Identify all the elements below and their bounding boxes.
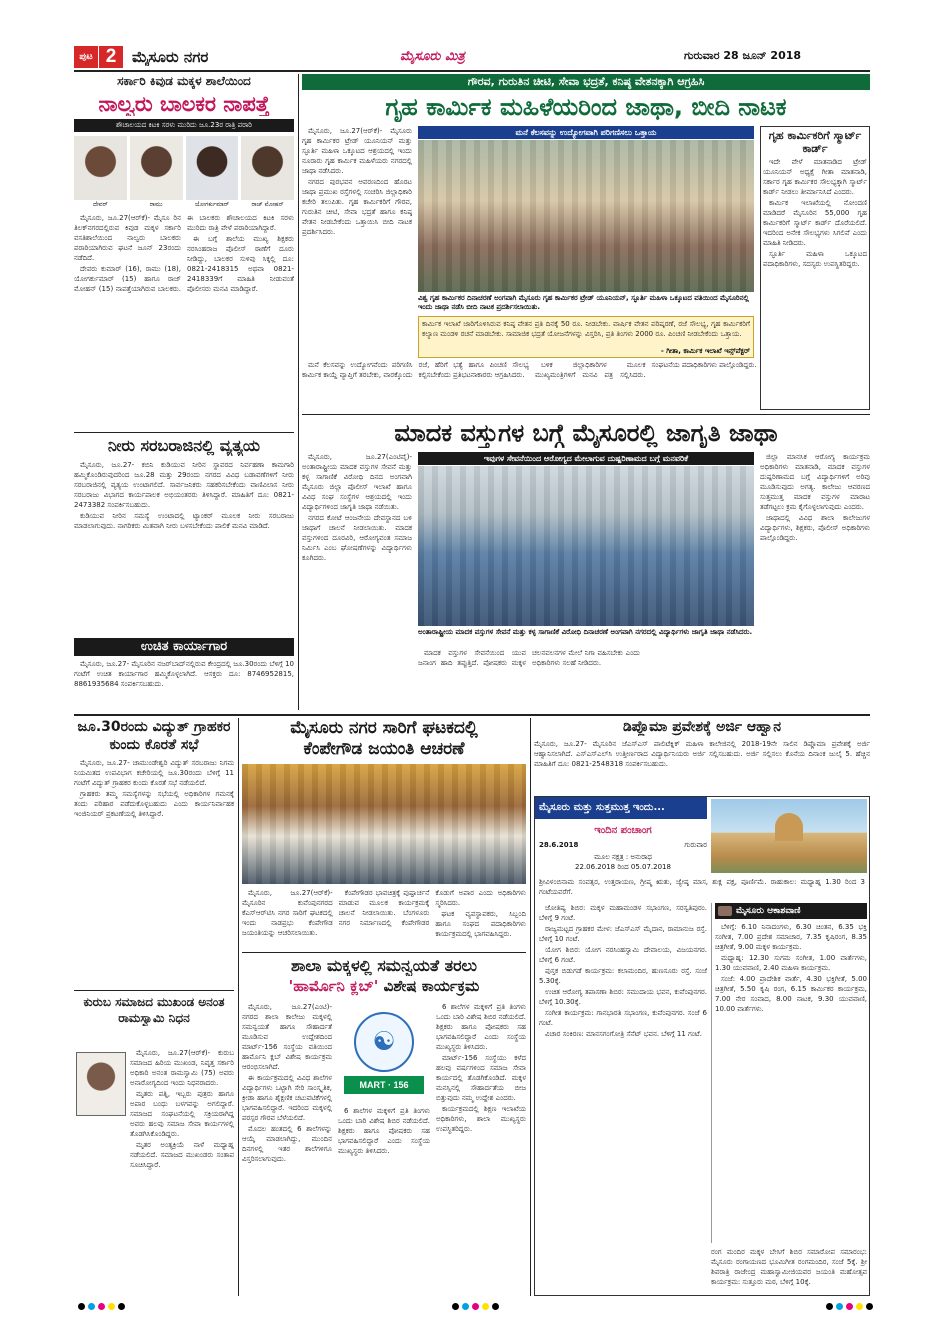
events-list bbox=[539, 903, 707, 1243]
power-para-2: ಗ್ರಾಹಕರು ತಮ್ಮ ಸಮಸ್ಯೆಗಳನ್ನು ಸಭೆಯಲ್ಲಿ ಅಧಿಕಾರಿಗಳ ಗಮನಕ್ಕೆ ತಂದು ಪರಿಹಾರ ಪಡೆದುಕೊಳ್ಳಬಹುದು ಎಂದು ಕಾರ್ಯನಿರ್ವಾಹಕ ಇಂಜಿನಿಯರ್ ಪ್ರಕಟಣೆಯಲ್ಲಿ ತಿಳಿಸಿದ್ದಾರೆ. bbox=[74, 790, 234, 818]
rule-boys-water bbox=[74, 432, 294, 433]
workshop-para: ಮೈಸೂರು, ಜೂ.27- ಮೈಸೂರಿನ ನಜರ್‌ಬಾದ್‌ನಲ್ಲಿರುವ ಕೇಂದ್ರದಲ್ಲಿ ಜೂ.30ರಂದು ಬೆಳಿಗ್ಗೆ 10 ಗಂಟೆಗೆ ಉಚಿತ ಕಾರ್ಯಾಗಾರ ಹಮ್ಮಿಕೊಳ್ಳಲಾಗಿದೆ. ಆಸಕ್ತರು ದೂ: 8746952815, 8861935684 ಸಂಪರ್ಕಿಸಬಹುದು. bbox=[74, 660, 294, 688]
domestic-photo-caption: ವಿಶ್ವ ಗೃಹ ಕಾರ್ಮಿಕರ ದಿನಾಚರಣೆ ಅಂಗವಾಗಿ ಮೈಸೂರು ಗೃಹ ಕಾರ್ಮಿಕರ ಟ್ರೇಡ್ ಯೂನಿಯನ್, ಸ್ಫೂರ್ತಿ ಮಹಿಳಾ ಒಕ್ಕೂಟದ ವತಿಯಿಂದ ಮೈಸೂರಿನಲ್ಲಿ ಇಂದು ಜಾಥಾ ನಡೆಸಿ ಬೀದಿ ನಾಟಕ ಪ್ರದರ್ಶಿಸಲಾಯಿತು. bbox=[418, 294, 749, 311]
harmony-headline-quote: 'ಹಾರ್ಮೊನಿ ಕ್ಲಬ್' bbox=[288, 977, 379, 995]
registration-dots-right bbox=[826, 1303, 873, 1310]
palace-photo bbox=[711, 799, 867, 873]
rule-col-left-bottom bbox=[238, 718, 239, 1296]
section-title: ಮೈಸೂರು ನಗರ bbox=[132, 48, 209, 66]
harmony-headline-1: ಶಾಲಾ ಮಕ್ಕಳಲ್ಲಿ ಸಮನ್ವಯತೆ ತರಲು bbox=[291, 956, 477, 975]
panchanga-day: ಗುರುವಾರ bbox=[684, 841, 707, 849]
mart-logo bbox=[338, 1006, 430, 1102]
event-item-5: ಉಚಿತ ಆರೋಗ್ಯ ತಪಾಸಣಾ ಶಿಬಿರ: ಸಮುದಾಯ ಭವನ, ಕುವೆಂಪುನಗರ. ಬೆಳಿಗ್ಗೆ 10.30ಕ್ಕೆ. bbox=[539, 988, 707, 1006]
handshake-icon: ☯ bbox=[354, 1012, 414, 1072]
domestic-body-left bbox=[302, 126, 412, 356]
page-date: ಗುರುವಾರ 28 ಜೂನ್ 2018 bbox=[684, 49, 802, 62]
panchanga-nakshatra: ಮೂಲ ನಕ್ಷತ್ರ : ಅನುರಾಧ bbox=[594, 853, 652, 861]
event-item-6: ಸಂಗೀತ ಕಾರ್ಯಕ್ರಮ: ಗಾನಭಾರತಿ ಸಭಾಂಗಣ, ಕುವೆಂಪುನಗರ. ಸಂಜೆ 6 ಗಂಟೆ. bbox=[539, 1009, 707, 1027]
power-para-1: ಮೈಸೂರು, ಜೂ.27- ಚಾಮುಂಡೇಶ್ವರಿ ವಿದ್ಯುತ್ ಸರಬರಾಜು ನಿಗಮ ನಿಯಮಿತದ ಉಪವಿಭಾಗ ಕಚೇರಿಯಲ್ಲಿ ಜೂ.30ರಂದು ಬೆಳಿಗ್ಗೆ 11 ಗಂಟೆಗೆ ವಿದ್ಯುತ್ ಗ್ರಾಹಕರ ಕುಂದು ಕೊರತೆ ಸಭೆ ನಡೆಯಲಿದೆ. bbox=[74, 759, 234, 787]
panchanga-row bbox=[539, 841, 707, 850]
obit-para-1: ಮೈಸೂರು, ಜೂ.27(ಆರ್‌ಕೆ)- ಕುರುಬ ಸಮಾಜದ ಹಿರಿಯ ಮುಖಂಡ, ನಿವೃತ್ತ ಸರ್ಕಾರಿ ಅಧಿಕಾರಿ ಅನಂತ ರಾಮಸ್ವಾಮಿ (75) ಅವರು ಅನಾರೋಗ್ಯದಿಂದ ಇಂದು ನಿಧನರಾದರು. bbox=[130, 1049, 234, 1087]
boy-label-1: ದೇವರ್ bbox=[92, 201, 108, 208]
story-domestic bbox=[302, 74, 870, 412]
boy-label-4: ರಾಜ್ ಮೋಹನ್ bbox=[251, 201, 284, 208]
today-footer-text: ರಂಗ ಮಂದಿರ ಮಕ್ಕಳ ಬೇಸಿಗೆ ಶಿಬಿರ ಸಮಾರೋಪ ಸಮಾರಂಭ: ಮೈಸೂರು ರಂಗಾಯಣದ ಭೂಮಿಗೀತ ರಂಗಮಂದಿರ, ಸಂಜೆ 5ಕ್ಕೆ. ಶ್ರೀ ಶಿವರಾತ್ರಿ ರಾಜೇಂದ್ರ ಮಹಾಸ್ವಾಮೀಜಿಯವರ ಜಯಂತಿ ಮಹೋತ್ಸವ ಕಾರ್ಯಕ್ರಮ: ಸುತ್ತೂರು ಮಠ, ಬೆಳಿಗ್ಗೆ 10ಕ್ಕೆ. bbox=[711, 1248, 867, 1286]
radio-morning: ಬೆಳಿಗ್ಗೆ: 6.10 ನಿನಾದಂಗಳು, 6.30 ಚಿಂತನ, 6.35 ಭಕ್ತಿ ಸಂಗೀತ, 7.00 ಪ್ರದೇಶ ಸಮಾಚಾರ, 7.35 ಕೃಷಿರಂಗ, 8.35 ಚಿತ್ರಗೀತೆ, 9.00 ಮಕ್ಕಳ ಕಾರ್ಯಕ್ರಮ. bbox=[715, 923, 867, 951]
harmony-body-right bbox=[436, 1002, 526, 1294]
page-label-box bbox=[74, 46, 98, 68]
diploma-headline: ಡಿಪ್ಲೊಮಾ ಪ್ರವೇಶಕ್ಕೆ ಅರ್ಜಿ ಆಹ್ವಾನ bbox=[622, 719, 782, 735]
drugs-left-para-1: ಮೈಸೂರು, ಜೂ.27(ಎಂಟಿವೈ)- ಅಂತಾರಾಷ್ಟ್ರೀಯ ಮಾದಕ ವಸ್ತುಗಳ ಸೇವನೆ ಮತ್ತು ಕಳ್ಳ ಸಾಗಾಣಿಕೆ ವಿರೋಧಿ ದಿನದ ಅಂಗವಾಗಿ ಮೈಸೂರು ಜಿಲ್ಲಾ ಪೊಲೀಸ್ ಇಲಾಖೆ ಹಾಗೂ ವಿವಿಧ ಸಂಘ ಸಂಸ್ಥೆಗಳ ಆಶ್ರಯದಲ್ಲಿ ಇಂದು ವಿದ್ಯಾರ್ಥಿಗಳಿಂದ ಜಾಗೃತಿ ಜಾಥಾ ನಡೆಯಿತು. bbox=[302, 453, 412, 511]
event-item-7: ವಿಚಾರ ಸಂಕಿರಣ: ಮಾನಸಗಂಗೋತ್ರಿ ಸೆನೆಟ್ ಭವನ. ಬೆಳಿಗ್ಗೆ 11 ಗಂಟೆ. bbox=[545, 1030, 702, 1038]
radio-title-bar bbox=[715, 903, 867, 919]
radio-schedule bbox=[715, 922, 867, 1238]
domestic-photo bbox=[418, 140, 754, 292]
harmony-right-para-3: ಕಾರ್ಯಕ್ರಮದಲ್ಲಿ ಶಿಕ್ಷಣ ಇಲಾಖೆಯ ಅಧಿಕಾರಿಗಳು, ಶಾಲಾ ಮುಖ್ಯಸ್ಥರು ಉಪಸ್ಥಿತರಿದ್ದರು. bbox=[436, 1105, 526, 1133]
harmony-right-para-1: 6 ಶಾಲೆಗಳ ಮಕ್ಕಳಿಗೆ ಪ್ರತಿ ತಿಂಗಳು ಒಂದು ಬಾರಿ ವಿಶೇಷ ಶಿಬಿರ ನಡೆಯಲಿದೆ. ಶಿಕ್ಷಕರು ಹಾಗೂ ಪೋಷಕರು ಸಹ ಭಾಗವಹಿಸಲಿದ್ದಾರೆ ಎಂದು ಸಂಸ್ಥೆಯ ಮುಖ್ಯಸ್ಥರು ತಿಳಿಸಿದರು. bbox=[436, 1003, 526, 1051]
panchanga-date: 28.6.2018 bbox=[539, 841, 579, 849]
power-headline: ಜೂ.30ರಂದು ವಿದ್ಯುತ್ ಗ್ರಾಹಕರ ಕುಂದು ಕೊರತೆ ಸಭೆ bbox=[77, 719, 231, 753]
workshop-body bbox=[74, 659, 294, 705]
panchanga-text: ಶ್ರೀವಿಳಂಬಿನಾಮ ಸಂವತ್ಸರ, ಉತ್ತರಾಯಣ, ಗ್ರೀಷ್ಮ ಋತು, ಜ್ಯೇಷ್ಠ ಮಾಸ, ಶುಕ್ಲ ಪಕ್ಷ, ಪೂರ್ಣಿಮೆ. ರಾಹುಕಾಲ: ಮಧ್ಯಾಹ್ನ 1.30 ರಿಂದ 3 ಗಂಟೆಯವರೆಗೆ. bbox=[539, 878, 865, 896]
story-workshop bbox=[74, 638, 294, 708]
domestic-headline: ಗೃಹ ಕಾರ್ಮಿಕ ಮಹಿಳೆಯರಿಂದ ಜಾಥಾ, ಬೀದಿ ನಾಟಕ bbox=[385, 93, 787, 121]
water-body bbox=[74, 460, 294, 632]
boys-para-3: ಈ ಬಗ್ಗೆ ಶಾಲೆಯ ಮುಖ್ಯ ಶಿಕ್ಷಕರು ನರಸಿಂಹರಾಜ ಪೊಲೀಸ್ ಠಾಣೆಗೆ ದೂರು ನೀಡಿದ್ದು, ಬಾಲಕರ ಸುಳಿವು ಸಿಕ್ಕಲ್ಲಿ ದೂ: 0821-2418315 ಅಥವಾ 0821-2418339ಗೆ ಮಾಹಿತಿ ನೀಡುವಂತೆ ಪೊಲೀಸರು ಮನವಿ ಮಾಡಿದ್ದಾರೆ. bbox=[187, 235, 294, 293]
boy-photo-1 bbox=[74, 136, 127, 200]
drugs-right-para-2: ಜಾಥಾದಲ್ಲಿ ವಿವಿಧ ಶಾಲಾ ಕಾಲೇಜುಗಳ ವಿದ್ಯಾರ್ಥಿಗಳು, ಶಿಕ್ಷಕರು, ಪೊಲೀಸ್ ಅಧಿಕಾರಿಗಳು ಪಾಲ್ಗೊಂಡಿದ್ದರು. bbox=[760, 514, 870, 542]
kempegowda-headline-2: ಕೆಂಪೇಗೌಡ ಜಯಂತಿ ಆಚರಣೆ bbox=[303, 739, 465, 759]
boys-kicker: ಸರ್ಕಾರಿ ಕಿವುಡ ಮಕ್ಕಳ ಶಾಲೆಯಿಂದ bbox=[117, 74, 251, 88]
harmony-under-logo-para: 6 ಶಾಲೆಗಳ ಮಕ್ಕಳಿಗೆ ಪ್ರತಿ ತಿಂಗಳು ಒಂದು ಬಾರಿ ವಿಶೇಷ ಶಿಬಿರ ನಡೆಯಲಿದೆ. ಶಿಕ್ಷಕರು ಹಾಗೂ ಪೋಷಕರು ಸಹ ಭಾಗವಹಿಸಲಿದ್ದಾರೆ ಎಂದು ಸಂಸ್ಥೆಯ ಮುಖ್ಯಸ್ಥರು ತಿಳಿಸಿದರು. bbox=[338, 1107, 430, 1155]
obit-headline: ಕುರುಬ ಸಮಾಜದ ಮುಖಂಡ ಅನಂತ ರಾಮಸ್ವಾಮಿ ನಿಧನ bbox=[83, 995, 225, 1025]
rule-mid-right-bottom bbox=[530, 718, 531, 1296]
today-box bbox=[534, 796, 870, 1296]
boy-photo-4 bbox=[241, 136, 294, 200]
masthead-rule bbox=[74, 70, 870, 72]
event-item-2: ರಾಜ್ಯಮಟ್ಟದ ಗ್ರಾಹಕರ ಮೇಳ: ಜೆಎಸ್ಎಸ್ ಮೈದಾನ, ರಾಮಾನುಜ ರಸ್ತೆ. ಬೆಳಿಗ್ಗೆ 10 ಗಂಟೆ. bbox=[539, 925, 707, 943]
water-headline: ನೀರು ಸರಬರಾಜಿನಲ್ಲಿ ವ್ಯತ್ಯಯ bbox=[107, 436, 261, 455]
paper-name: ಮೈಸೂರು ಮಿತ್ರ bbox=[400, 49, 465, 64]
rule-domestic-drugs bbox=[302, 414, 870, 415]
harmony-headline-rest: ವಿಶೇಷ ಕಾರ್ಯಕ್ರಮ bbox=[383, 977, 480, 995]
palace-dome-icon bbox=[775, 813, 803, 841]
obit-photo bbox=[76, 1052, 126, 1116]
domestic-photo-banner: ಮನೆ ಕೆಲಸವನ್ನು ಉದ್ಯೋಗವಾಗಿ ಪರಿಗಣಿಸಲು ಒತ್ತಾಯ bbox=[418, 126, 754, 139]
kempegowda-body bbox=[242, 888, 526, 946]
boy-label-3: ಯೋಗರ್ಕುಮಾರ್ bbox=[194, 201, 230, 208]
drugs-body-right bbox=[760, 452, 870, 708]
sidebar-body bbox=[763, 157, 867, 407]
harmony-body-under-logo bbox=[338, 1106, 430, 1294]
event-item-4: ಪುಸ್ತಕ ಬಿಡುಗಡೆ ಕಾರ್ಯಕ್ರಮ: ಕಲಾಮಂದಿರ, ಹುಣಸೂರು ರಸ್ತೆ. ಸಂಜೆ 5.30ಕ್ಕೆ. bbox=[539, 967, 707, 985]
radio-afternoon: ಮಧ್ಯಾಹ್ನ: 12.30 ಸುಗಮ ಸಂಗೀತ, 1.00 ವಾರ್ತೆಗಳು, 1.30 ಯುವವಾಣಿ, 2.40 ಮಹಿಳಾ ಕಾರ್ಯಕ್ರಮ. bbox=[715, 954, 867, 972]
boys-para-1: ಮೈಸೂರು, ಜೂ.27(ಆರ್‌ಕೆ)- ಮೈಸೂ ರಿನ ತಿಲಕ್‌ನಗರದಲ್ಲಿರುವ ಕಿವುಡ ಮಕ್ಕಳ ಸರ್ಕಾರಿ ವಸತಿಶಾಲೆಯಿಂದ ನಾಲ್ವರು ಬಾಲಕರು ಪರಾರಿಯಾಗಿರುವ ಘಟನೆ ಜೂನ್ 23ರಂದು ನಡೆದಿದೆ. bbox=[74, 214, 181, 262]
page-label: ಪುಟ bbox=[79, 52, 93, 62]
panchanga-title: ಇಂದಿನ ಪಂಚಾಂಗ bbox=[594, 825, 652, 836]
boys-headline: ನಾಲ್ವರು ಬಾಲಕರ ನಾಪತ್ತೆ bbox=[98, 92, 270, 116]
harmony-left-para-1: ಮೈಸೂರು, ಜೂ.27(ಎಂಟಿ)- ನಗರದ ಶಾಲಾ ಕಾಲೇಜು ಮಕ್ಕಳಲ್ಲಿ ಸಮನ್ವಯತೆ ಹಾಗೂ ಸೌಹಾರ್ದತೆ ಮೂಡಿಸುವ ಉದ್ದೇಶದಿಂದ ಮಾರ್ಟ್-156 ಸಂಸ್ಥೆಯ ವತಿಯಿಂದ ಹಾರ್ಮೊನಿ ಕ್ಲಬ್ ವಿಶೇಷ ಕಾರ್ಯಕ್ರಮ ಆರಂಭಿಸಲಾಗಿದೆ. bbox=[242, 1003, 332, 1071]
drugs-photo-banner: ಇವುಗಳ ಸೇವನೆಯಿಂದ ಆರೋಗ್ಯದ ಮೇಲಾಗುವ ದುಷ್ಪರಿಣಾಮದ ಬಗ್ಗೆ ಮನವರಿಕೆ bbox=[418, 452, 754, 465]
boy-label-2: ರಾಮು bbox=[149, 201, 163, 208]
diploma-body: ಮೈಸೂರು, ಜೂ.27- ಮೈಸೂರಿನ ಜೆಎಸ್ಎಸ್ ಪಾಲಿಟೆಕ್ನಿಕ್ ಮಹಿಳಾ ಕಾಲೇಜಿನಲ್ಲಿ 2018-19ನೇ ಸಾಲಿನ ಡಿಪ್ಲೊಮಾ ಪ್ರವೇಶಕ್ಕೆ ಅರ್ಜಿ ಆಹ್ವಾನಿಸಲಾಗಿದೆ. ಎಸ್ಎಸ್ಎಲ್‌ಸಿ ಉತ್ತೀರ್ಣರಾದ ವಿದ್ಯಾರ್ಥಿನಿಯರು ಅರ್ಜಿ ಸಲ್ಲಿಸಬಹುದು. ಅರ್ಜಿ ಸಲ್ಲಿಸಲು ಕೊನೆಯ ದಿನಾಂಕ ಜುಲೈ 5. ಹೆಚ್ಚಿನ ಮಾಹಿತಿಗೆ ದೂ: 0821-2548318 ಸಂಪರ್ಕಿಸಬಹುದು. bbox=[534, 740, 870, 768]
obit-para-3: ಮೃತರ ಅಂತ್ಯಕ್ರಿಯೆ ನಾಳೆ ಮಧ್ಯಾಹ್ನ ನಡೆಯಲಿದೆ. ಸಮಾಜದ ಮುಖಂಡರು ಸಂತಾಪ ಸೂಚಿಸಿದ್ದಾರೆ. bbox=[130, 1141, 234, 1169]
story-water bbox=[74, 436, 294, 636]
domestic-note-signoff: - ಗೀತಾ, ಕಾರ್ಮಿಕ ಇಲಾಖೆ ಇನ್ಸ್‌ಪೆಕ್ಟರ್ bbox=[660, 347, 750, 355]
harmony-left-para-2: ಈ ಕಾರ್ಯಕ್ರಮದಲ್ಲಿ ವಿವಿಧ ಶಾಲೆಗಳ ವಿದ್ಯಾರ್ಥಿಗಳು ಒಟ್ಟಾಗಿ ಸೇರಿ ಸಾಂಸ್ಕೃತಿಕ, ಕ್ರೀಡಾ ಹಾಗೂ ಶೈಕ್ಷಣಿಕ ಚಟುವಟಿಕೆಗಳಲ್ಲಿ ಭಾಗವಹಿಸಲಿದ್ದಾರೆ. ಇದರಿಂದ ಮಕ್ಕಳಲ್ಲಿ ಪರಸ್ಪರ ಗೌರವ ಬೆಳೆಯಲಿದೆ. bbox=[242, 1074, 332, 1122]
drugs-photo-caption: ಅಂತಾರಾಷ್ಟ್ರೀಯ ಮಾದಕ ವಸ್ತುಗಳ ಸೇವನೆ ಮತ್ತು ಕಳ್ಳ ಸಾಗಾಣಿಕೆ ವಿರೋಧಿ ದಿನಾಚರಣೆ ಅಂಗವಾಗಿ ನಗರದಲ್ಲಿ ವಿದ್ಯಾರ್ಥಿಗಳು ಜಾಗೃತಿ ಜಾಥಾ ನಡೆಸಿದರು. bbox=[418, 628, 753, 636]
harmony-right-para-2: ಮಾರ್ಟ್-156 ಸಂಸ್ಥೆಯು ಕಳೆದ ಹಲವು ವರ್ಷಗಳಿಂದ ಸಮಾಜ ಸೇವಾ ಕಾರ್ಯದಲ್ಲಿ ತೊಡಗಿಕೊಂಡಿದೆ. ಮಕ್ಕಳ ಮನಸ್ಸಿನಲ್ಲಿ ಸೌಹಾರ್ದತೆಯ ಬೀಜ ಬಿತ್ತುವುದು ನಮ್ಮ ಉದ್ದೇಶ ಎಂದರು. bbox=[436, 1054, 526, 1102]
event-item-1: ಜೋತಿಷ್ಯ ಶಿಬಿರ: ಮಕ್ಕಳ ಮಹಾಮಂಡಳ ಸಭಾಂಗಣ, ಸರಸ್ವತಿಪುರಂ. ಬೆಳಿಗ್ಗೆ 9 ಗಂಟೆ. bbox=[539, 904, 707, 922]
rule-top-bottom bbox=[74, 714, 870, 716]
story-kempegowda bbox=[242, 718, 526, 948]
domestic-para-4: ಬಳಿಕ ಜಿಲ್ಲಾಧಿಕಾರಿಗಳ ಮೂಲಕ ಮುಖ್ಯಮಂತ್ರಿಗಳಿಗೆ ಮನವಿ ಪತ್ರ ಸಲ್ಲಿಸಿದರು. ಸಂಘಟನೆಯ ಪದಾಧಿಕಾರಿಗಳು ಪಾಲ್ಗೊಂಡಿದ್ದರು. bbox=[535, 361, 757, 379]
sidebar-para-1: ಇದೇ ವೇಳೆ ಮಾತನಾಡಿದ ಟ್ರೇಡ್ ಯೂನಿಯನ್ ಅಧ್ಯಕ್ಷೆ ಗೀತಾ ಮಾತನಾಡಿ, ಸರ್ಕಾರ ಗೃಹ ಕಾರ್ಮಿಕರ ಸೌಲಭ್ಯಕ್ಕಾಗಿ ಸ್ಮಾರ್ಟ್ ಕಾರ್ಡ್ ನೀಡಲು ತೀರ್ಮಾನಿಸಿದೆ ಎಂದರು. bbox=[763, 158, 867, 196]
boys-subline: ಶೌಚಾಲಯದ ಕಿಟಕಿ ಸರಳು ಮುರಿದು ಜೂ.23ರ ರಾತ್ರಿ ಪರಾರಿ bbox=[74, 119, 294, 132]
domestic-para-1: ಮೈಸೂರು, ಜೂ.27(ಆರ್‌ಕೆ)- ಮೈಸೂರು ಗೃಹ ಕಾರ್ಮಿಕರ ಟ್ರೇಡ್ ಯೂನಿಯನ್ ಮತ್ತು ಸ್ಫೂರ್ತಿ ಮಹಿಳಾ ಒಕ್ಕೂಟದ ಆಶ್ರಯದಲ್ಲಿ ಇಂದು ನೂರಾರು ಗೃಹ ಕಾರ್ಮಿಕ ಮಹಿಳೆಯರು ನಗರದಲ್ಲಿ ಜಾಥಾ ನಡೆಸಿದರು. bbox=[302, 127, 412, 175]
power-body bbox=[74, 758, 234, 930]
page-number-box bbox=[99, 46, 123, 68]
boys-photo-labels bbox=[74, 201, 294, 209]
radio-evening: ಸಂಜೆ: 4.00 ಪ್ರಾದೇಶಿಕ ವಾರ್ತೆ, 4.30 ಭಕ್ತಿಗೀತೆ, 5.00 ಚಿತ್ರಗೀತೆ, 5.50 ಕೃಷಿ ರಂಗ, 6.15 ಕಾರ್ಮಿಕರ ಕಾರ್ಯಕ್ರಮ, 7.00 ನೇರ ಸಂವಾದ, 8.00 ನಾಟಕ, 9.30 ಯುವವಾಣಿ, 10.00 ವಾರ್ತೆಗಳು. bbox=[715, 975, 867, 1013]
boys-photos bbox=[74, 136, 294, 200]
domestic-note-box bbox=[418, 316, 754, 358]
drugs-body-left bbox=[302, 452, 412, 708]
domestic-para-3: ಮನೆ ಕೆಲಸವನ್ನು ಉದ್ಯೋಗವೆಂದು ಪರಿಗಣಿಸಿ ಕಾರ್ಮಿಕ ಕಾಯ್ದೆ ವ್ಯಾಪ್ತಿಗೆ ತರಬೇಕು, ವಾರಕ್ಕೊಂದು ರಜೆ, ಹೆರಿಗೆ ಭತ್ಯೆ ಹಾಗೂ ಪಿಂಚಣಿ ಸೌಲಭ್ಯ ಕಲ್ಪಿಸಬೇಕೆಂದು ಪ್ರತಿಭಟನಾಕಾರರು ಆಗ್ರಹಿಸಿದರು. bbox=[302, 361, 529, 379]
today-title: ಮೈಸೂರು ಮತ್ತು ಸುತ್ತಮುತ್ತ ಇಂದು... bbox=[535, 797, 707, 819]
domestic-note: ಕಾರ್ಮಿಕ ಇಲಾಖೆ ಜಾರಿಗೊಳಿಸಿರುವ ಕನಿಷ್ಠ ವೇತನ ಪ್ರತಿ ದಿನಕ್ಕೆ 50 ರೂ. ನೀಡಬೇಕು. ವಾರ್ಷಿಕ ವೇತನ ಪರಿಷ್ಕರಣೆ, ರಜೆ ಸೌಲಭ್ಯ, ಗೃಹ ಕಾರ್ಮಿಕರಿಗೆ ಕಲ್ಯಾಣ ಮಂಡಳಿ ರಚನೆ ಮಾಡಬೇಕು. ಸಾಮಾಜಿಕ ಭದ್ರತೆ ಯೋಜನೆಗಳನ್ನು ವಿಸ್ತರಿಸಿ, ಪ್ರತಿ ತಿಂಗಳು 2000 ರೂ. ಪಿಂಚಣಿ ನೀಡಬೇಕೆಂದು ಒತ್ತಾಯ. bbox=[422, 320, 750, 338]
mart-logo-label: MART · 156 bbox=[344, 1076, 424, 1094]
kempegowda-photo bbox=[242, 764, 526, 884]
rule-power-obit bbox=[74, 990, 234, 991]
harmony-body-left bbox=[242, 1002, 332, 1294]
sidebar-para-2: ಕಾರ್ಮಿಕ ಇಲಾಖೆಯಲ್ಲಿ ನೋಂದಣಿ ಮಾಡಿದರೆ ಮೈಸೂರಿನ 55,000 ಗೃಹ ಕಾರ್ಮಿಕರಿಗೆ ಸ್ಮಾರ್ಟ್ ಕಾರ್ಡ್ ದೊರೆಯಲಿದೆ. ಇದರಿಂದ ಅನೇಕ ಸೌಲಭ್ಯಗಳು ಸಿಗಲಿವೆ ಎಂದು ಮಾಹಿತಿ ನೀಡಿದರು. bbox=[763, 199, 867, 247]
water-para-2: ಕುಡಿಯುವ ನೀರಿನ ಸಮಸ್ಯೆ ಉಂಟಾದಲ್ಲಿ ಟ್ಯಾಂಕರ್ ಮೂಲಕ ನೀರು ಸರಬರಾಜು ಮಾಡಲಾಗುವುದು. ನಾಗರಿಕರು ಮಿತವಾಗಿ ನೀರು ಬಳಸಬೇಕೆಂದು ಪಾಲಿಕೆ ಮನವಿ ಮಾಡಿದೆ. bbox=[74, 512, 294, 530]
kempegowda-headline-1: ಮೈಸೂರು ನಗರ ಸಾರಿಗೆ ಘಟಕದಲ್ಲಿ bbox=[290, 718, 478, 738]
story-harmony bbox=[242, 956, 526, 1296]
story-diploma bbox=[534, 718, 870, 792]
boy-photo-2 bbox=[130, 136, 183, 200]
story-obit bbox=[74, 994, 234, 1294]
drugs-left-para-2: ನಗರದ ಕೋಟೆ ಆಂಜನೇಯ ದೇವಸ್ಥಾನದ ಬಳಿ ಜಾಥಾಗೆ ಚಾಲನೆ ನೀಡಲಾಯಿತು. ಮಾದಕ ವಸ್ತುಗಳಿಂದ ದೂರವಿರಿ, ಆರೋಗ್ಯವಂತ ಸಮಾಜ ನಿರ್ಮಿಸಿ ಎಂಬ ಘೋಷಣೆಗಳನ್ನು ವಿದ್ಯಾರ್ಥಿಗಳು ಕೂಗಿದರು. bbox=[302, 514, 412, 562]
harmony-left-para-3: ಮೊದಲ ಹಂತದಲ್ಲಿ 6 ಶಾಲೆಗಳನ್ನು ಆಯ್ಕೆ ಮಾಡಲಾಗಿದ್ದು, ಮುಂದಿನ ದಿನಗಳಲ್ಲಿ ಇತರ ಶಾಲೆಗಳಿಗೂ ವಿಸ್ತರಿಸಲಾಗುವುದು. bbox=[242, 1125, 332, 1163]
obit-para-2: ಮೃತರು ಪತ್ನಿ, ಇಬ್ಬರು ಪುತ್ರರು ಹಾಗೂ ಅಪಾರ ಬಂಧು ಬಳಗವನ್ನು ಅಗಲಿದ್ದಾರೆ. ಸಮಾಜದ ಸಂಘಟನೆಯಲ್ಲಿ ಸಕ್ರಿಯರಾಗಿದ್ದ ಅವರು ಹಲವು ಸಮಾಜ ಸೇವಾ ಕಾರ್ಯಗಳಲ್ಲಿ ತೊಡಗಿಸಿಕೊಂಡಿದ್ದರು. bbox=[130, 1090, 234, 1138]
sidebar-para-3: ಸ್ಫೂರ್ತಿ ಮಹಿಳಾ ಒಕ್ಕೂಟದ ಪದಾಧಿಕಾರಿಗಳು, ಸದಸ್ಯರು ಉಪಸ್ಥಿತರಿದ್ದರು. bbox=[763, 250, 867, 268]
kempegowda-para-3: ಘಟಕ ವ್ಯವಸ್ಥಾಪಕರು, ಸಿಬ್ಬಂದಿ ಹಾಗೂ ಸಂಘದ ಪದಾಧಿಕಾರಿಗಳು ಕಾರ್ಯಕ್ರಮದಲ್ಲಿ ಭಾಗವಹಿಸಿದ್ದರು. bbox=[435, 910, 526, 938]
boys-para-2: ದೇವರು ಕುಮಾರ್ (16), ರಾಮು (18), ಯೋಗರ್ಕುಮಾರ್ (15) ಹಾಗೂ ರಾಜ್ ಮೋಹನ್ (15) ನಾಪತ್ತೆಯಾಗಿರುವ ಬಾಲಕರು. ಈ ಬಾಲಕರು ಶೌಚಾಲಯದ ಕಿಟಕಿ ಸರಳು ಮುರಿದು ರಾತ್ರಿ ವೇಳೆ ಪರಾರಿಯಾಗಿದ್ದಾರೆ. bbox=[74, 214, 294, 293]
kempegowda-para-1: ಮೈಸೂರು, ಜೂ.27(ಆರ್‌ಕೆ)- ಮೈಸೂರಿನ ಕುವೆಂಪುನಗರದ ಕೆಎಸ್‌ಆರ್‌ಟಿಸಿ ನಗರ ಸಾರಿಗೆ ಘಟಕದಲ್ಲಿ ಇಂದು ನಾಡಪ್ರಭು ಕೆಂಪೇಗೌಡ ಜಯಂತಿಯನ್ನು ಆಚರಿಸಲಾಯಿತು. bbox=[242, 889, 333, 937]
masthead bbox=[74, 46, 870, 70]
water-para-1: ಮೈಸೂರು, ಜೂ.27- ಕಬಿನಿ ಕುಡಿಯುವ ನೀರಿನ ಸ್ಥಾವರದ ನಿರ್ವಹಣಾ ಕಾಮಗಾರಿ ಹಮ್ಮಿಕೊಂಡಿರುವುದರಿಂದ ಜೂ.28 ಮತ್ತು 29ರಂದು ನಗರದ ವಿವಿಧ ಬಡಾವಣೆಗಳಿಗೆ ನೀರು ಸರಬರಾಜಿನಲ್ಲಿ ವ್ಯತ್ಯಯ ಉಂಟಾಗಲಿದೆ. ಸಾರ್ವಜನಿಕರು ಸಹಕರಿಸಬೇಕೆಂದು ವಾಣಿವಿಲಾಸ ನೀರು ಸರಬರಾಜು ವಿಭಾಗದ ಕಾರ್ಯಪಾಲಕ ಅಭಿಯಂತರರು ತಿಳಿಸಿದ್ದಾರೆ. ಮಾಹಿತಿಗೆ ದೂ: 0821-2473382 ಸಂಪರ್ಕಿಸಬಹುದು. bbox=[74, 461, 294, 509]
panchanga-range: 22.06.2018 ರಿಂದ 05.07.2018 bbox=[575, 863, 671, 871]
drugs-photo bbox=[418, 466, 754, 626]
obit-body bbox=[130, 1048, 234, 1292]
rule-col1-col2 bbox=[298, 74, 299, 710]
registration-dots-center bbox=[452, 1303, 499, 1310]
story-power bbox=[74, 718, 234, 984]
rule-kempe-harmony bbox=[242, 952, 526, 953]
story-drugs bbox=[302, 418, 870, 710]
page-number: 2 bbox=[105, 46, 117, 67]
domestic-para-2: ನಗರದ ಪುರಭವನ ಆವರಣದಿಂದ ಹೊರಟ ಜಾಥಾ ಪ್ರಮುಖ ರಸ್ತೆಗಳಲ್ಲಿ ಸಂಚರಿಸಿ ಜಿಲ್ಲಾಧಿಕಾರಿ ಕಚೇರಿ ತಲುಪಿತು. ಗೃಹ ಕಾರ್ಮಿಕರಿಗೆ ಗೌರವ, ಗುರುತಿನ ಚೀಟಿ, ಸೇವಾ ಭದ್ರತೆ ಹಾಗೂ ಕನಿಷ್ಠ ವೇತನ ನೀಡಬೇಕೆಂದು ಒತ್ತಾಯಿಸಿ ಬೀದಿ ನಾಟಕ ಪ್ರದರ್ಶಿಸಿದರು. bbox=[302, 178, 412, 236]
radio-title: ಮೈಸೂರು ಆಕಾಶವಾಣಿ bbox=[736, 906, 801, 916]
domestic-kicker: ಗೌರವ, ಗುರುತಿನ ಚೀಟಿ, ಸೇವಾ ಭದ್ರತೆ, ಕನಿಷ್ಠ ವೇತನಕ್ಕಾಗಿ ಆಗ್ರಹಿಸಿ bbox=[302, 74, 870, 90]
boys-body bbox=[74, 213, 294, 453]
drugs-body-mid bbox=[418, 648, 754, 708]
story-missing-boys bbox=[74, 74, 294, 430]
drugs-headline: ಮಾದಕ ವಸ್ತುಗಳ ಬಗ್ಗೆ ಮೈಸೂರಲ್ಲಿ ಜಾಗೃತಿ ಜಾಥಾ bbox=[394, 419, 778, 447]
drugs-right-para-1: ಜಿಲ್ಲಾ ಮಾನಸಿಕ ಆರೋಗ್ಯ ಕಾರ್ಯಕ್ರಮ ಅಧಿಕಾರಿಗಳು ಮಾತನಾಡಿ, ಮಾದಕ ವಸ್ತುಗಳ ದುಷ್ಪರಿಣಾಮದ ಬಗ್ಗೆ ವಿದ್ಯಾರ್ಥಿಗಳಿಗೆ ಅರಿವು ಮೂಡಿಸುವುದು ಅಗತ್ಯ. ಕಾಲೇಜು ಆವರಣದ ಸುತ್ತಮುತ್ತ ಮಾದಕ ವಸ್ತುಗಳ ಮಾರಾಟ ತಡೆಗಟ್ಟಲು ಕ್ರಮ ಕೈಗೊಳ್ಳಲಾಗುವುದು ಎಂದರು. bbox=[760, 453, 870, 511]
domestic-sidebar bbox=[760, 126, 870, 410]
drugs-left-para-3: ಮಾದಕ ವಸ್ತುಗಳ ಸೇವನೆಯಿಂದ ಯುವ ಜನಾಂಗ ಹಾದಿ ತಪ್ಪುತ್ತಿದೆ. ಪೋಷಕರು ಮಕ್ಕಳ ಚಲನವಲನಗಳ ಮೇಲೆ ನಿಗಾ ವಹಿಸಬೇಕು ಎಂದು ಅಧಿಕಾರಿಗಳು ಸಲಹೆ ನೀಡಿದರು. bbox=[418, 649, 640, 667]
radio-panel bbox=[711, 903, 867, 1243]
sidebar-title: ಗೃಹ ಕಾರ್ಮಿಕರಿಗೆ ಸ್ಮಾರ್ಟ್ ಕಾರ್ಡ್ bbox=[768, 129, 862, 155]
workshop-headline: ಉಚಿತ ಕಾರ್ಯಾಗಾರ bbox=[74, 638, 294, 656]
event-item-3: ಯೋಗ ಶಿಬಿರ: ಯೋಗ ನರಸಿಂಹಸ್ವಾಮಿ ದೇವಾಲಯ, ವಿಜಯನಗರ. ಬೆಳಿಗ್ಗೆ 6 ಗಂಟೆ. bbox=[539, 946, 707, 964]
harmony-headline-2 bbox=[242, 976, 526, 996]
boy-photo-3 bbox=[186, 136, 239, 200]
domestic-body-mid bbox=[302, 360, 762, 410]
kempegowda-para-2: ಕೆಂಪೇಗೌಡರ ಭಾವಚಿತ್ರಕ್ಕೆ ಪುಷ್ಪಾರ್ಚನೆ ಮಾಡುವ ಮೂಲಕ ಕಾರ್ಯಕ್ರಮಕ್ಕೆ ಚಾಲನೆ ನೀಡಲಾಯಿತು. ಬೆಂಗಳೂರು ನಗರ ನಿರ್ಮಾಣದಲ್ಲಿ ಕೆಂಪೇಗೌಡರ ಕೊಡುಗೆ ಅಪಾರ ಎಂದು ಅಧಿಕಾರಿಗಳು ಸ್ಮರಿಸಿದರು. bbox=[338, 889, 526, 927]
registration-dots-left bbox=[78, 1303, 125, 1310]
radio-icon bbox=[718, 906, 732, 916]
